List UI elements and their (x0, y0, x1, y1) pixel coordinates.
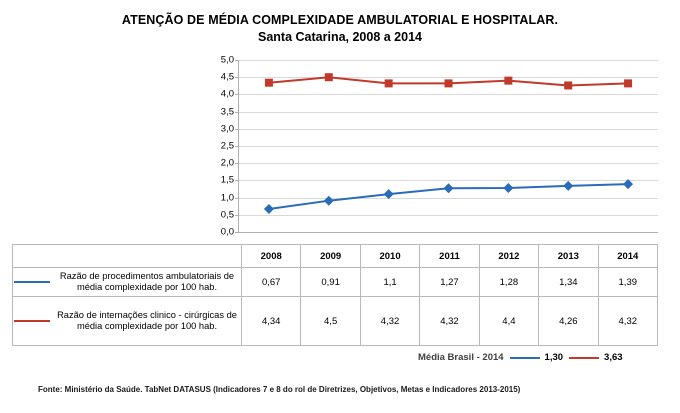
table-header-row (13, 245, 658, 268)
diamond-marker-icon (444, 183, 454, 193)
table-cell: 1,1 (360, 268, 419, 297)
page-subtitle: Santa Catarina, 2008 a 2014 (258, 30, 422, 44)
y-axis-tick-label: 4,5 (220, 71, 234, 83)
legend-series-1 (13, 268, 242, 297)
square-marker-icon (624, 79, 632, 87)
table-cell: 0,67 (242, 268, 301, 297)
diamond-marker-icon (324, 196, 334, 206)
diamond-marker-icon (503, 183, 513, 193)
square-marker-icon (504, 77, 512, 85)
table-cell: 4,34 (242, 297, 301, 346)
table-cell: 1,39 (598, 268, 657, 297)
legend-label: Razão de internações clinico - cirúrgicas de média complexidade por 100 hab. (57, 309, 237, 331)
data-table (12, 244, 658, 346)
y-axis-tick-label: 0,5 (220, 209, 234, 221)
y-axis-tick-label: 1,5 (220, 174, 234, 186)
table-cell: 4,32 (360, 297, 419, 346)
media-brasil-item-1 (510, 352, 564, 363)
media-brasil-item-2 (569, 352, 623, 363)
table-cell: 1,27 (420, 268, 479, 297)
table-cell: 4,4 (479, 297, 538, 346)
page-title: ATENÇÃO DE MÉDIA COMPLEXIDADE AMBULATORIAL E HOSPITALAR. (121, 13, 559, 27)
square-marker-icon (445, 79, 453, 87)
y-axis-tick (235, 232, 239, 233)
table-row (13, 297, 658, 346)
y-axis-tick-label: 4,0 (220, 88, 234, 100)
table-cell: 4,5 (301, 297, 360, 346)
y-axis-tick-label: 3,0 (220, 123, 234, 135)
diamond-marker-icon (510, 353, 540, 363)
y-axis-tick-label: 2,0 (220, 157, 234, 169)
chart-title-block (0, 0, 680, 46)
media-brasil-block (418, 352, 623, 363)
square-marker-icon (265, 79, 273, 87)
square-marker-icon (14, 316, 50, 326)
square-marker-icon (325, 73, 333, 81)
table-cell: 4,32 (420, 297, 479, 346)
square-marker-icon (385, 79, 393, 87)
y-axis-tick-label: 0,0 (220, 226, 234, 238)
y-axis-tick-label: 3,5 (220, 106, 234, 118)
media-brasil-value: 1,30 (544, 352, 564, 363)
table-cell: 4,26 (539, 297, 598, 346)
table-col-header: 2014 (598, 245, 657, 268)
table-cell: 1,34 (539, 268, 598, 297)
table-col-header: 2009 (301, 245, 360, 268)
legend-header-spacer (13, 245, 242, 268)
series-layer (239, 60, 658, 232)
table-col-header: 2008 (242, 245, 301, 268)
table-row (13, 268, 658, 297)
table-col-header: 2013 (539, 245, 598, 268)
media-brasil-value: 3,63 (604, 352, 623, 363)
legend-label: Razão de procedimentos ambulatoriais de média complexidade por 100 hab. (59, 270, 235, 292)
square-marker-icon (569, 353, 599, 363)
table-col-header: 2012 (479, 245, 538, 268)
diamond-marker-icon (264, 204, 274, 214)
plot-area (220, 54, 658, 238)
diamond-marker-icon (384, 189, 394, 199)
chart-container (0, 52, 680, 242)
table-col-header: 2011 (420, 245, 479, 268)
table-cell: 1,28 (479, 268, 538, 297)
square-marker-icon (564, 81, 572, 89)
y-axis-tick-label: 5,0 (220, 54, 234, 66)
data-table-wrap (12, 244, 668, 346)
table-cell: 0,91 (301, 268, 360, 297)
diamond-marker-icon (563, 181, 573, 191)
diamond-marker-icon (14, 277, 50, 287)
table-cell: 4,32 (598, 297, 657, 346)
y-axis-tick-label: 2,5 (220, 140, 234, 152)
table-col-header: 2010 (360, 245, 419, 268)
y-axis-tick-label: 1,0 (220, 192, 234, 204)
legend-series-2 (13, 297, 242, 346)
media-brasil-label: Média Brasil - 2014 (418, 352, 504, 363)
source-note: Fonte: Ministério da Saúde. TabNet DATASUS (Indicadores 7 e 8 do rol de Diretrizes, Objetivos, Metas e Indicadores 2013-2015) (38, 385, 521, 394)
diamond-marker-icon (623, 179, 633, 189)
